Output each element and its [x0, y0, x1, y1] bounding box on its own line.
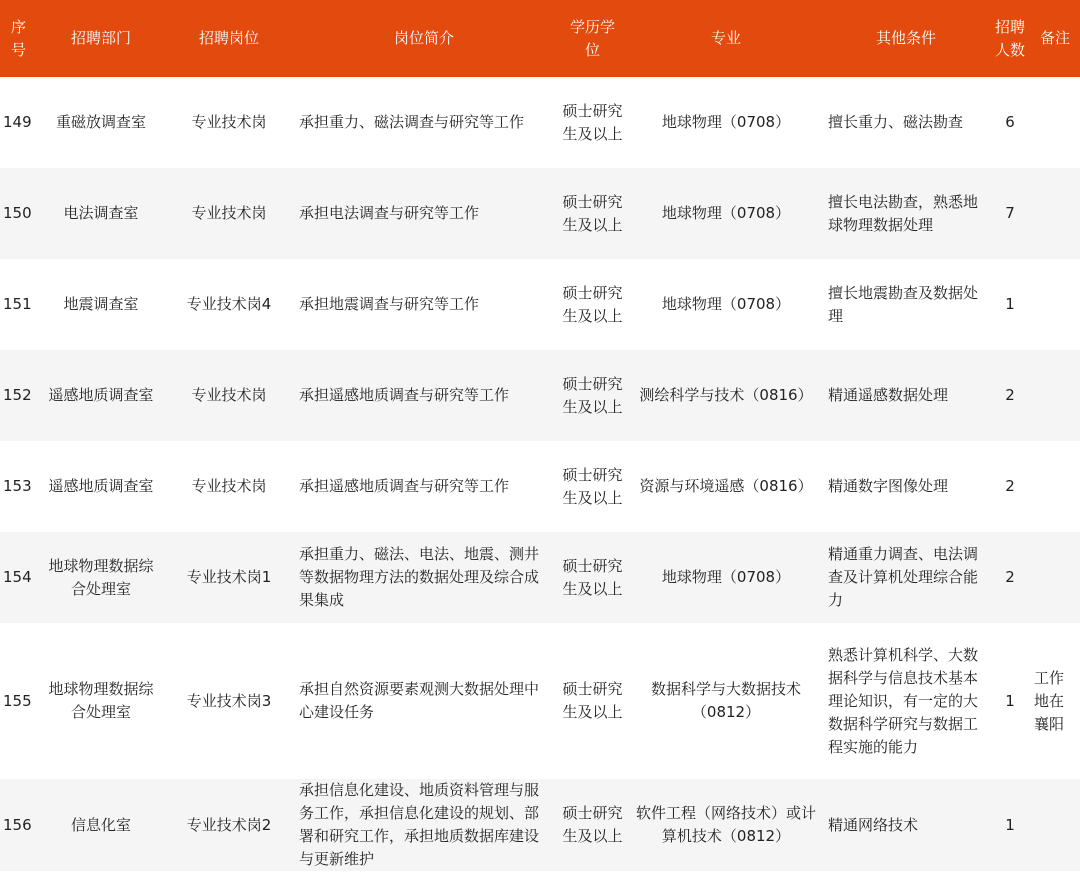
- row-dept: 重磁放调查室: [37, 77, 165, 168]
- row-cond: 精通数字图像处理: [822, 441, 990, 532]
- row-dept: 地球物理数据综合处理室: [37, 623, 165, 779]
- row-post: 专业技术岗: [165, 350, 293, 441]
- row-major: 地球物理（0708）: [630, 77, 822, 168]
- row-degree: 硕士研究生及以上: [555, 779, 630, 871]
- row-no: 151: [0, 259, 37, 350]
- row-cond: 擅长地震勘查及数据处理: [822, 259, 990, 350]
- row-major: 地球物理（0708）: [630, 168, 822, 259]
- row-count: 1: [990, 259, 1030, 350]
- header-note: 备注: [1030, 0, 1080, 77]
- row-post: 专业技术岗1: [165, 532, 293, 623]
- row-count: 1: [990, 779, 1030, 871]
- row-desc: 承担电法调查与研究等工作: [293, 168, 555, 259]
- row-major: 地球物理（0708）: [630, 259, 822, 350]
- row-no: 153: [0, 441, 37, 532]
- row-count: 6: [990, 77, 1030, 168]
- row-degree: 硕士研究生及以上: [555, 623, 630, 779]
- row-desc: 承担信息化建设、地质资料管理与服务工作，承担信息化建设的规划、部署和研究工作，承担地质数据库建设与更新维护: [293, 779, 555, 871]
- row-major: 测绘科学与技术（0816）: [630, 350, 822, 441]
- row-major: 资源与环境遥感（0816）: [630, 441, 822, 532]
- row-dept: 信息化室: [37, 779, 165, 871]
- row-cond: 精通网络技术: [822, 779, 990, 871]
- row-note: [1030, 168, 1080, 259]
- row-count: 1: [990, 623, 1030, 779]
- row-post: 专业技术岗: [165, 168, 293, 259]
- row-cond: 熟悉计算机科学、大数据科学与信息技术基本理论知识，有一定的大数据科学研究与数据工程实施的能力: [822, 623, 990, 779]
- table-row: [0, 779, 1080, 871]
- table-row: [0, 259, 1080, 350]
- header-post: 招聘岗位: [165, 0, 293, 77]
- row-count: 7: [990, 168, 1030, 259]
- row-no: 150: [0, 168, 37, 259]
- row-major: 数据科学与大数据技术（0812）: [630, 623, 822, 779]
- row-degree: 硕士研究生及以上: [555, 350, 630, 441]
- row-no: 152: [0, 350, 37, 441]
- row-count: 2: [990, 350, 1030, 441]
- row-desc: 承担自然资源要素观测大数据处理中心建设任务: [293, 623, 555, 779]
- row-desc: 承担遥感地质调查与研究等工作: [293, 350, 555, 441]
- row-degree: 硕士研究生及以上: [555, 168, 630, 259]
- row-post: 专业技术岗4: [165, 259, 293, 350]
- row-post: 专业技术岗3: [165, 623, 293, 779]
- row-no: 156: [0, 779, 37, 871]
- row-major: 软件工程（网络技术）或计算机技术（0812）: [630, 779, 822, 871]
- row-note: [1030, 259, 1080, 350]
- row-note: [1030, 779, 1080, 871]
- header-dept: 招聘部门: [37, 0, 165, 77]
- header-cond: 其他条件: [822, 0, 990, 77]
- row-dept: 电法调查室: [37, 168, 165, 259]
- row-dept: 地震调查室: [37, 259, 165, 350]
- header-count: 招聘人数: [990, 0, 1030, 77]
- table-row: [0, 77, 1080, 168]
- header-major: 专业: [630, 0, 822, 77]
- table-row: [0, 532, 1080, 623]
- row-note: [1030, 532, 1080, 623]
- row-no: 149: [0, 77, 37, 168]
- row-degree: 硕士研究生及以上: [555, 77, 630, 168]
- row-degree: 硕士研究生及以上: [555, 441, 630, 532]
- row-desc: 承担重力、磁法、电法、地震、测井等数据物理方法的数据处理及综合成果集成: [293, 532, 555, 623]
- row-note: [1030, 350, 1080, 441]
- row-desc: 承担重力、磁法调查与研究等工作: [293, 77, 555, 168]
- row-degree: 硕士研究生及以上: [555, 259, 630, 350]
- row-degree: 硕士研究生及以上: [555, 532, 630, 623]
- row-dept: 遥感地质调查室: [37, 350, 165, 441]
- header-no: 序号: [0, 0, 37, 77]
- header-row: [0, 0, 1080, 77]
- row-cond: 擅长电法勘查，熟悉地球物理数据处理: [822, 168, 990, 259]
- header-desc: 岗位简介: [293, 0, 555, 77]
- row-major: 地球物理（0708）: [630, 532, 822, 623]
- table-row: [0, 350, 1080, 441]
- table-row: [0, 441, 1080, 532]
- row-desc: 承担遥感地质调查与研究等工作: [293, 441, 555, 532]
- row-post: 专业技术岗: [165, 77, 293, 168]
- header-degree: 学历学位: [555, 0, 630, 77]
- row-desc: 承担地震调查与研究等工作: [293, 259, 555, 350]
- row-post: 专业技术岗2: [165, 779, 293, 871]
- row-cond: 精通重力调查、电法调查及计算机处理综合能力: [822, 532, 990, 623]
- table-row: [0, 623, 1080, 779]
- row-cond: 擅长重力、磁法勘查: [822, 77, 990, 168]
- row-cond: 精通遥感数据处理: [822, 350, 990, 441]
- row-count: 2: [990, 441, 1030, 532]
- row-no: 155: [0, 623, 37, 779]
- row-note: 工作地在襄阳: [1030, 623, 1080, 779]
- row-no: 154: [0, 532, 37, 623]
- row-dept: 遥感地质调查室: [37, 441, 165, 532]
- row-note: [1030, 441, 1080, 532]
- row-note: [1030, 77, 1080, 168]
- row-post: 专业技术岗: [165, 441, 293, 532]
- table-row: [0, 168, 1080, 259]
- row-count: 2: [990, 532, 1030, 623]
- row-dept: 地球物理数据综合处理室: [37, 532, 165, 623]
